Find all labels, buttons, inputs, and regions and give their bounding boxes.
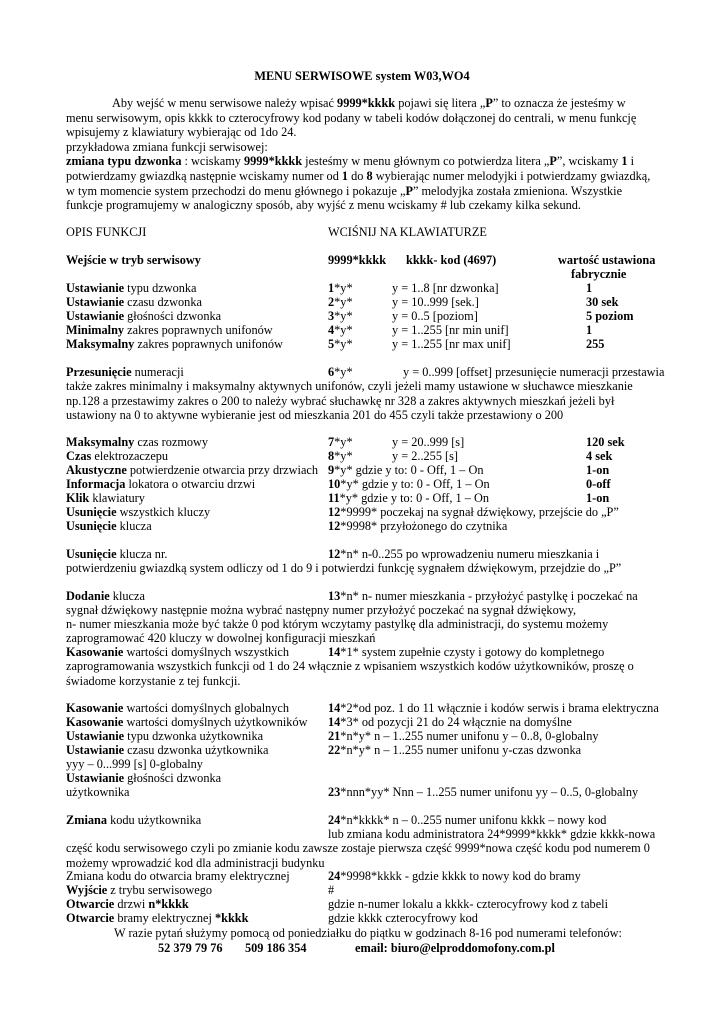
exit-key: #	[328, 883, 335, 897]
table-row	[0, 281, 724, 296]
intro-text-3: ” to oznacza że jesteśmy w menu serwisowym, opis kkkk to czterocyfrowy kod podany w tabeli kodów dołączonej do centrali, w menu funkcję wpisujemy z klawiatury wybierając od 1do 24.	[66, 96, 637, 140]
exit-row	[0, 883, 724, 898]
table-header	[0, 225, 724, 240]
factory-header-row	[0, 267, 724, 282]
row-key-suffix: *y*	[334, 337, 353, 351]
email-link[interactable]: email: biuro@elproddomofony.com.pl	[355, 941, 555, 955]
add-key-continuation-3	[0, 631, 724, 646]
reset-key: 14	[328, 645, 341, 659]
row-label: typu dzwonka użytkownika	[124, 729, 264, 743]
add-key-description-2: n- numer mieszkania może być także 0 pod którym wczytamy pastylkę dla administracji, do systemu możemy	[66, 617, 609, 631]
add-key-description: sygnał dźwiękowy następnie można wybrać następny numer przyłożyć poczekać na sygnał dźwiękowy,	[66, 603, 577, 617]
table-row	[0, 435, 724, 450]
table-row	[0, 449, 724, 464]
example-text-4: i potwierdzamy gwiazdką następnie wciskamy numer od	[66, 154, 635, 183]
add-key-row	[0, 589, 724, 604]
row-label-bold: Akustyczne	[66, 463, 127, 477]
row-label: klucza	[116, 519, 152, 533]
door-row	[0, 897, 724, 912]
row-key-suffix: *y* gdzie y to: 0 - Off, 1 – On	[339, 491, 489, 505]
reset-key-suffix: *1* system zupełnie czysty i gotowy do kompletnego	[340, 645, 605, 659]
row-range: y = 1..8 [nr dzwonka]	[392, 281, 499, 295]
row-label-bold: Minimalny	[66, 323, 125, 337]
row-key: 4	[328, 323, 335, 337]
gate-code-row	[0, 869, 724, 884]
door-label-bold: Otwarcie	[66, 897, 115, 911]
row-label-bold: Informacja	[66, 477, 126, 491]
row-key-suffix: *y*	[334, 449, 353, 463]
row-label: czas rozmowy	[134, 435, 209, 449]
door-label: drzwi	[114, 897, 149, 911]
table-row	[0, 715, 724, 730]
exit-label: z trybu serwisowego	[107, 883, 213, 897]
shift-range: y = 0..999 [offset] przesunięcie numeracji przestawia	[403, 365, 665, 379]
row-key: 9	[328, 463, 335, 477]
door-description: gdzie n-numer lokalu a kkkk- czterocyfrowy kod z tabeli	[328, 897, 608, 911]
exit-label-bold: Wyjście	[66, 883, 108, 897]
gate-open-description: gdzie kkkk czterocyfrowy kod	[328, 911, 478, 925]
code-label-bold: Zmiana	[66, 813, 107, 827]
factory-header-1: wartość ustawiona	[558, 253, 656, 267]
code-description: część kodu serwisowego czyli po zmianie kodu zawsze zostaje pierwsza część 9999*nowa część kodu pod numerem 0 możemy wprowadzić kod dla administracji budynku	[66, 841, 650, 870]
gate-code-suffix: *9998*kkkk - gdzie kkkk to nowy kod do bramy	[340, 869, 581, 883]
intro-text: Aby wejść w menu serwisowe należy wpisać	[112, 96, 338, 110]
volume-label: głośności dzwonka	[124, 771, 222, 785]
row-label-bold: Ustawianie	[66, 309, 125, 323]
row-key-suffix: *y*	[334, 281, 353, 295]
row-key-suffix: *y* gdzie y to: 0 - Off, 1 – On	[340, 477, 490, 491]
header-keys: WCIŚNIJ NA KLAWIATURZE	[328, 225, 487, 239]
example-letter-p-2: P	[405, 183, 413, 198]
yyy-note: yyy – 0...999 [s] 0-globalny	[66, 757, 203, 771]
row-key: 11	[328, 491, 340, 505]
row-key-suffix: *n*y* n – 1..255 numer unifonu y-czas dzwonka	[340, 743, 582, 757]
code-row-2	[0, 827, 724, 842]
delete-key-label-bold: Usunięcie	[66, 547, 117, 561]
row-key-suffix: *y*	[334, 435, 353, 449]
shift-row	[0, 365, 724, 380]
row-key: 1	[328, 281, 335, 295]
row-label-bold: Usunięcie	[66, 505, 117, 519]
shift-description: także zakres minimalny i maksymalny aktywnych unifonów, czyli jeżeli mamy ustawione w słuchawce mieszkanie np.128 a przestawimy zakres o 200 to należy wybrać słuchawkę nr 328 a zakres aktywnych mieszkań jeżeli był ustawiony na 0 to aktywne wybieranie jest od mieszkania 201 do 455 czyli także przestawiony o 200	[66, 379, 633, 423]
row-label: wartości domyślnych użytkowników	[123, 715, 308, 729]
code-row	[0, 813, 724, 828]
table-row	[0, 505, 724, 520]
add-key-label: klucza	[109, 589, 145, 603]
code-admin-note: lub zmiana kodu administratora 24*9999*kkkk* gdzie kkkk-nowa	[328, 827, 656, 841]
row-default: 30 sek	[586, 295, 619, 309]
volume-label-bold: Ustawianie	[66, 771, 125, 785]
door-code: n*kkkk	[148, 897, 189, 911]
intro-paragraph	[66, 96, 656, 213]
row-label-bold: Ustawianie	[66, 729, 125, 743]
row-key: 3	[328, 309, 335, 323]
entry-label: Wejście w tryb serwisowy	[66, 253, 201, 267]
row-key-suffix: *y* gdzie y to: 0 - Off, 1 – On	[334, 463, 484, 477]
row-default: 5 poziom	[586, 309, 634, 323]
gate-code-label: Zmiana kodu do otwarcia bramy elektrycznej	[66, 869, 290, 883]
row-range: y = 20..999 [s]	[392, 435, 465, 449]
row-key: 5	[328, 337, 335, 351]
example-key-1: 1	[621, 154, 628, 169]
example-code: 9999*kkkk	[243, 154, 303, 169]
volume-key-suffix: *nnn*yy* Nnn – 1..255 numer unifonu yy – 0..5, 0-globalny	[340, 785, 639, 799]
row-label-bold: Ustawianie	[66, 281, 125, 295]
volume-row	[0, 771, 724, 786]
intro-text-2: pojawi się litera „	[395, 96, 486, 110]
row-key: 22	[328, 743, 341, 757]
example-heading: przykładowa zmiana funkcji serwisowej:	[66, 139, 268, 154]
example-label: zmiana typu dzwonka	[66, 154, 182, 169]
row-key-suffix: *9999* poczekaj na sygnał dźwiękowy, przejście do „P”	[340, 505, 619, 519]
add-key-continuation-2	[0, 617, 724, 632]
example-letter-p: P	[549, 154, 557, 169]
row-label: potwierdzenie otwarcia przy drzwiach	[126, 463, 319, 477]
gate-open-label: bramy elektrycznej	[114, 911, 215, 925]
example-from: 1	[341, 168, 349, 183]
row-label: typu dzwonka	[124, 281, 197, 295]
row-key-suffix: *y*	[334, 323, 353, 337]
table-row	[0, 743, 724, 758]
row-range: y = 10..999 [sek.]	[392, 295, 479, 309]
entry-row	[0, 253, 724, 268]
example-text-2: jesteśmy w menu głównym co potwierdza litera „	[302, 154, 550, 169]
table-row	[0, 323, 724, 338]
row-default: 4 sek	[586, 449, 613, 463]
header-description: OPIS FUNKCJI	[66, 225, 147, 239]
row-label-bold: Maksymalny	[66, 435, 135, 449]
intro-code: 9999*kkkk	[337, 96, 396, 110]
row-default: 1-on	[586, 491, 610, 505]
gate-open-row	[0, 911, 724, 926]
example-text-3: ”, wciskamy	[556, 154, 622, 169]
row-label: zakres poprawnych unifonów	[124, 323, 273, 337]
row-key-suffix: *2*od poz. 1 do 11 włącznie i kodów serwis i brama elektryczna	[340, 701, 659, 715]
delete-key-key: 12	[328, 547, 341, 561]
row-default: 255	[586, 337, 605, 351]
yyy-row	[0, 757, 724, 772]
delete-key-suffix: *n* n-0..255 po wprowadzeniu numeru mieszkania i	[340, 547, 600, 561]
volume-row-2	[0, 785, 724, 800]
example-text-1: : wciskamy	[181, 154, 244, 169]
entry-code-note: kkkk- kod (4697)	[406, 253, 497, 267]
reset-description: zaprogramowania wszystkich funkcji od 1 do 24 włącznie z wpisaniem wszystkich kodów użytkowników, proszę o świadome korzystanie z tej funkcji.	[66, 659, 634, 688]
row-key-suffix: *y*	[334, 309, 353, 323]
phone-1[interactable]: 52 379 79 76	[158, 941, 223, 955]
example-text-5: do	[348, 168, 367, 183]
row-key: 7	[328, 435, 335, 449]
example-text-6: wybierając numer melodyjki i potwierdzamy gwiazdką, w tym momencie system przechodzi do menu głównego i pokazuje „	[66, 168, 651, 198]
table-row	[0, 519, 724, 534]
row-key: 21	[328, 729, 341, 743]
row-label: głośności dzwonka	[124, 309, 222, 323]
row-label-bold: Maksymalny	[66, 337, 135, 351]
row-key: 14	[328, 701, 341, 715]
row-key: 14	[328, 715, 341, 729]
add-key-continuation	[0, 603, 724, 618]
table-row	[0, 337, 724, 352]
add-key-description-3: zaprogramować 420 kluczy w dowolnej konfiguracji mieszkań	[66, 631, 376, 645]
factory-header-2: fabrycznie	[571, 267, 627, 281]
table-row	[0, 309, 724, 324]
row-label-bold: Kasowanie	[66, 701, 124, 715]
code-label: kodu użytkownika	[107, 813, 202, 827]
row-label: czasu dzwonka	[124, 295, 202, 309]
row-key: 12	[328, 505, 341, 519]
table-row	[0, 477, 724, 492]
entry-code: 9999*kkkk	[328, 253, 387, 267]
row-default: 1	[586, 323, 593, 337]
shift-label-bold: Przesunięcie	[66, 365, 132, 379]
reset-label: wartości domyślnych wszystkich	[123, 645, 290, 659]
row-key-suffix: *3* od pozycji 21 do 24 włącznie na domyślne	[340, 715, 572, 729]
row-label: wszystkich kluczy	[116, 505, 211, 519]
row-key: 12	[328, 519, 341, 533]
row-label: elektrozaczepu	[91, 449, 169, 463]
table-row	[0, 295, 724, 310]
shift-label: numeracji	[131, 365, 184, 379]
delete-key-label: klucza nr.	[116, 547, 168, 561]
row-key-suffix: *9998* przyłożonego do czytnika	[340, 519, 508, 533]
row-default: 1-on	[586, 463, 610, 477]
gate-code-key: 24	[328, 869, 341, 883]
row-range: y = 0..5 [poziom]	[392, 309, 478, 323]
row-range: y = 1..255 [nr max unif]	[392, 337, 511, 351]
example-to: 8	[366, 168, 373, 183]
delete-key-description: potwierdzeniu gwiazdką system odliczy od 1 do 9 i potwierdzi funkcję sygnałem dźwiękowym, przejdzie do „P”	[66, 561, 622, 575]
row-label: klawiatury	[89, 491, 145, 505]
row-label-bold: Klik	[66, 491, 90, 505]
reset-row	[0, 645, 724, 660]
row-label: czasu dzwonka użytkownika	[124, 743, 269, 757]
row-label-bold: Ustawianie	[66, 295, 125, 309]
row-range: y = 2..255 [s]	[392, 449, 459, 463]
add-key-label-bold: Dodanie	[66, 589, 110, 603]
volume-label-2: użytkownika	[66, 785, 130, 799]
phone-2[interactable]: 509 186 354	[245, 941, 307, 955]
row-key-suffix: *y*	[334, 295, 353, 309]
shift-key: 6	[328, 365, 335, 379]
gate-open-code: *kkkk	[214, 911, 249, 925]
reset-label-bold: Kasowanie	[66, 645, 124, 659]
table-row	[0, 463, 724, 478]
row-key: 8	[328, 449, 335, 463]
add-key-key: 13	[328, 589, 341, 603]
row-key-suffix: *n*y* n – 1..255 numer unifonu y – 0..8, 0-globalny	[340, 729, 599, 743]
intro-letter-p: P	[485, 96, 493, 110]
contact-details-row	[0, 941, 724, 956]
delete-key-continuation	[0, 561, 724, 576]
gate-open-label-bold: Otwarcie	[66, 911, 115, 925]
row-default: 1	[586, 281, 593, 295]
contact-text: W razie pytań służymy pomocą od poniedziałku do piątku w godzinach 8-16 pod numerami telefonów:	[114, 926, 622, 940]
code-key: 24	[328, 813, 341, 827]
shift-key-suffix: *y*	[334, 365, 353, 379]
row-label: wartości domyślnych globalnych	[123, 701, 290, 715]
row-default: 120 sek	[586, 435, 625, 449]
delete-key-row	[0, 547, 724, 562]
row-range: y = 1..255 [nr min unif]	[392, 323, 509, 337]
volume-key: 23	[328, 785, 341, 799]
row-label: lokatora o otwarciu drzwi	[125, 477, 256, 491]
row-label-bold: Ustawianie	[66, 743, 125, 757]
row-default: 0-off	[586, 477, 611, 491]
row-key: 10	[328, 477, 341, 491]
add-key-suffix: *n* n- numer mieszkania - przyłożyć pastylkę i poczekać na	[340, 589, 638, 603]
example-text-7: ” melodyjka została zmieniona. Wszystkie funkcje programujemy w analogiczny sposób, aby wyjść z menu wciskamy # lub czekamy kilka sekund.	[66, 183, 623, 213]
table-row	[0, 491, 724, 506]
row-key: 2	[328, 295, 335, 309]
contact-row	[0, 926, 724, 941]
row-label-bold: Kasowanie	[66, 715, 124, 729]
page-title: MENU SERWISOWE system W03,WO4	[254, 69, 470, 83]
table-row	[0, 729, 724, 744]
row-label: zakres poprawnych unifonów	[134, 337, 283, 351]
row-label-bold: Czas	[66, 449, 92, 463]
row-label-bold: Usunięcie	[66, 519, 117, 533]
code-key-suffix: *n*kkkk* n – 0..255 numer unifonu kkkk – nowy kod	[340, 813, 607, 827]
table-row	[0, 701, 724, 716]
